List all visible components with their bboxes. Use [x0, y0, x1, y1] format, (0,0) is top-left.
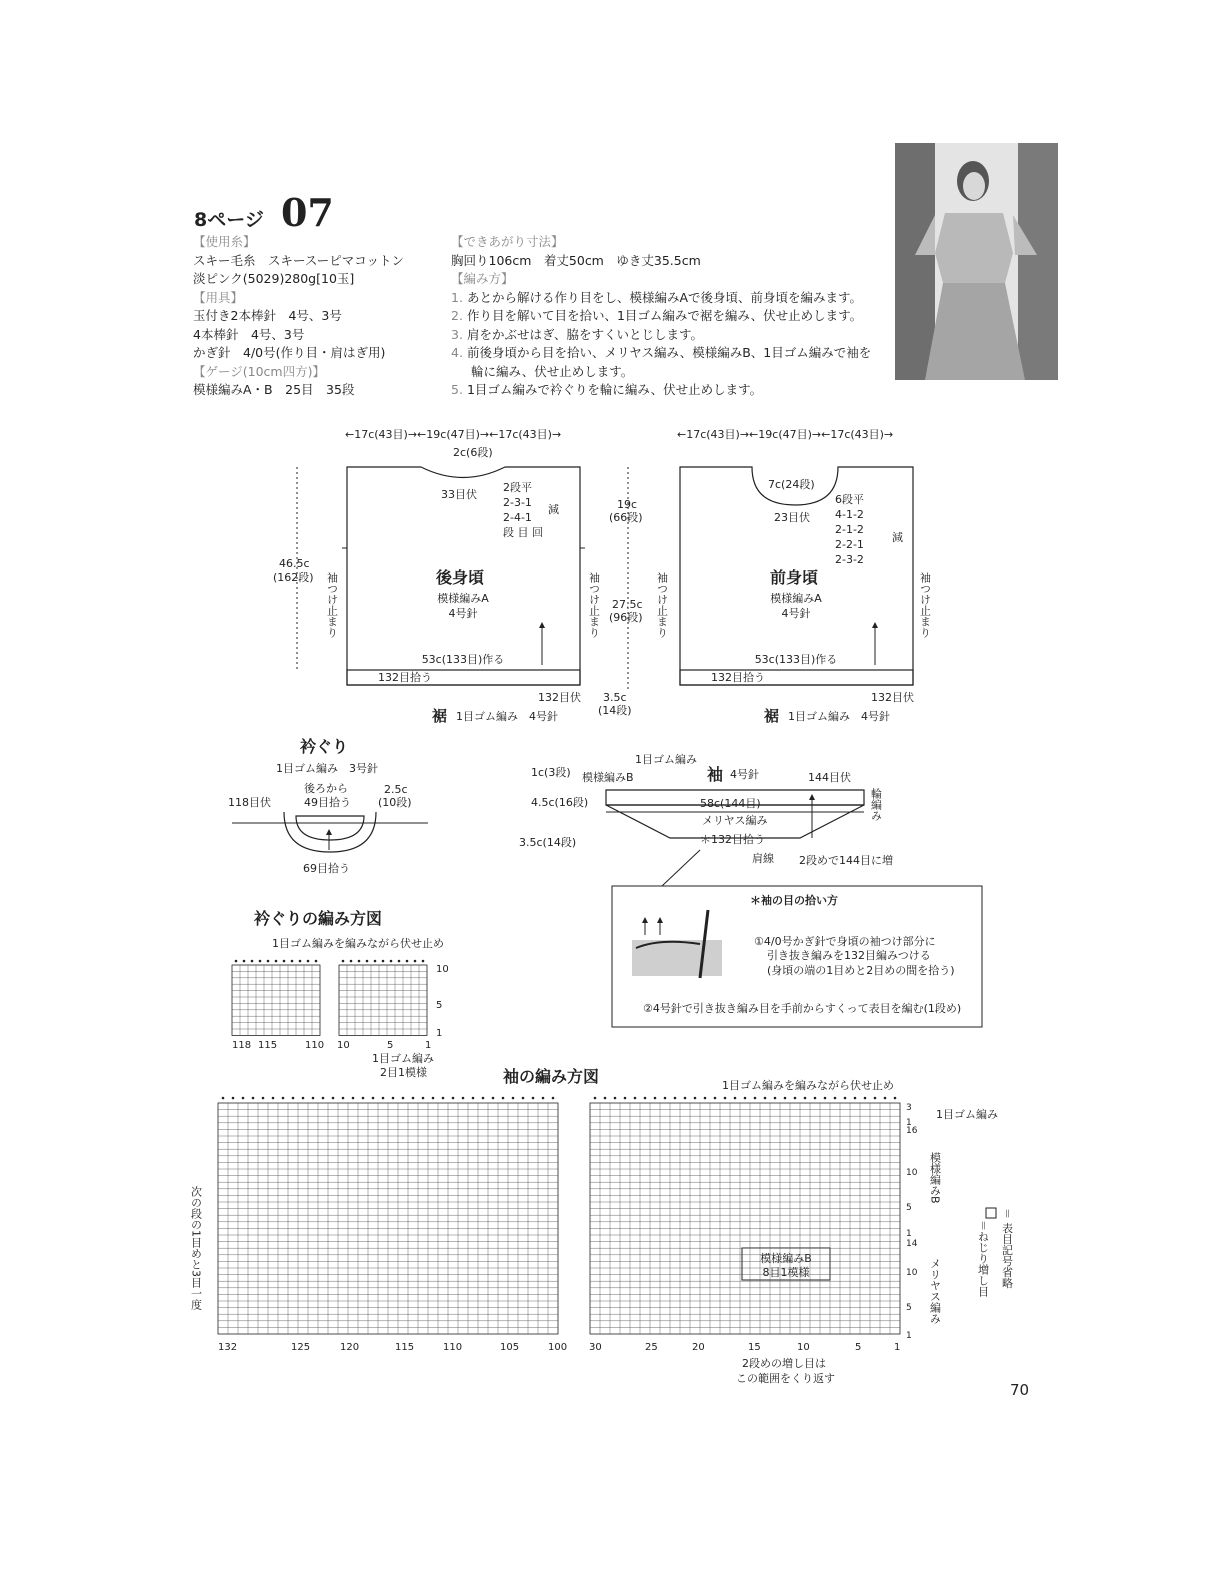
sleeve-chart-row-label: 3	[906, 1103, 912, 1113]
bind-off-dot	[794, 1097, 797, 1100]
step-number: 1.	[451, 289, 463, 305]
info_left-line: 玉付き2本棒針 4号、3号	[193, 308, 342, 323]
neck-chart-axis-label: 5	[387, 1040, 394, 1051]
svg-text:袖つけ止まり: 袖つけ止まり	[587, 572, 601, 638]
svg-text:132目伏: 132目伏	[538, 691, 581, 704]
svg-text:(14段): (14段)	[598, 704, 632, 717]
bind-off-dot	[774, 1097, 777, 1100]
svg-text:118目伏: 118目伏	[228, 796, 271, 809]
bind-off-dot	[282, 1097, 285, 1100]
sleeve-chart-axis-label: 10	[797, 1342, 810, 1353]
bind-off-dot	[532, 1097, 535, 1100]
svg-text:1目ゴム編み: 1目ゴム編み	[936, 1108, 998, 1121]
sleeve-chart-row-label: 1	[906, 1331, 912, 1341]
svg-text:裾: 裾	[432, 707, 448, 725]
bind-off-dot	[482, 1097, 485, 1100]
svg-text:69目拾う: 69目拾う	[303, 862, 350, 875]
neck-chart-row-label: 1	[436, 1028, 443, 1039]
info_left-line: 淡ピンク(5029)280g[10玉]	[193, 271, 355, 286]
sleeve-chart-grid-left	[218, 1103, 558, 1334]
svg-text:2-2-1: 2-2-1	[835, 538, 864, 551]
svg-text:＝ねじり増し目: ＝ねじり増し目	[976, 1220, 990, 1297]
bind-off-dot	[654, 1097, 657, 1100]
neckband-diagram	[228, 737, 428, 875]
sleeve-chart-axis-label: 15	[748, 1342, 761, 1353]
svg-text:2c(6段): 2c(6段)	[453, 446, 493, 459]
bind-off-dot	[522, 1097, 525, 1100]
bind-off-dot	[291, 960, 294, 963]
svg-text:1目ゴム編みを編みながら伏せ止め: 1目ゴム編みを編みながら伏せ止め	[722, 1079, 894, 1092]
svg-text:27.5c: 27.5c	[612, 598, 643, 611]
svg-text:袖つけ止まり: 袖つけ止まり	[918, 572, 932, 638]
bind-off-dot	[382, 960, 385, 963]
sleeve-chart-axis-label: 30	[589, 1342, 602, 1353]
neck-chart-axis-label: 118	[232, 1040, 252, 1051]
bind-off-dot	[358, 960, 361, 963]
bind-off-dot	[744, 1097, 747, 1100]
bind-off-dot	[714, 1097, 717, 1100]
sleeve-diagram	[519, 752, 893, 867]
svg-text:1目ゴム編み 4号針: 1目ゴム編み 4号針	[456, 710, 558, 723]
bind-off-dot	[542, 1097, 545, 1100]
svg-text:衿ぐり: 衿ぐり	[300, 737, 349, 756]
svg-text:2-3-1: 2-3-1	[503, 496, 532, 509]
bind-off-dot	[624, 1097, 627, 1100]
svg-text:＊132目拾う: ＊132目拾う	[700, 833, 765, 846]
neck-chart-axis-label: 10	[337, 1040, 350, 1051]
svg-text:模様編みA: 模様編みA	[770, 592, 822, 605]
bind-off-dot	[390, 960, 393, 963]
svg-text:49目拾う: 49目拾う	[304, 796, 351, 809]
bind-off-dot	[307, 960, 310, 963]
bind-off-dot	[315, 960, 318, 963]
sleeve-chart-row-label: 10	[906, 1268, 918, 1278]
bind-off-dot	[492, 1097, 495, 1100]
bind-off-dot	[804, 1097, 807, 1100]
svg-text:19c: 19c	[617, 498, 638, 511]
svg-text:模様編みB: 模様編みB	[582, 771, 634, 784]
svg-text:袖の編み方図: 袖の編み方図	[503, 1067, 600, 1086]
svg-text:2-3-2: 2-3-2	[835, 553, 864, 566]
front-body-diagram	[656, 428, 932, 725]
sleeve-chart-row-label: 5	[906, 1303, 912, 1313]
svg-text:減: 減	[548, 503, 559, 516]
bind-off-dot	[894, 1097, 897, 1100]
sleeve-chart-axis-label: 20	[692, 1342, 705, 1353]
bind-off-dot	[684, 1097, 687, 1100]
svg-text:メリヤス編み: メリヤス編み	[928, 1258, 942, 1324]
bind-off-dot	[644, 1097, 647, 1100]
svg-text:この範囲をくり返す: この範囲をくり返す	[736, 1372, 835, 1385]
svg-text:後ろから: 後ろから	[304, 782, 348, 795]
bind-off-dot	[442, 1097, 445, 1100]
svg-text:②4号針で引き抜き編み目を手前からすくって表目を編む(1段め: ②4号針で引き抜き編み目を手前からすくって表目を編む(1段め)	[643, 1002, 962, 1015]
bind-off-dot	[422, 960, 425, 963]
svg-text:132目拾う: 132目拾う	[711, 671, 765, 684]
step-text: 前後身頃から目を拾い、メリヤス編み、模様編みB、1目ゴム編みで袖を	[466, 345, 872, 360]
svg-text:2段平: 2段平	[503, 481, 532, 494]
svg-text:4-1-2: 4-1-2	[835, 508, 864, 521]
bind-off-dot	[432, 1097, 435, 1100]
bind-off-dot	[332, 1097, 335, 1100]
svg-text:132目拾う: 132目拾う	[378, 671, 432, 684]
bind-off-dot	[232, 1097, 235, 1100]
bind-off-dot	[452, 1097, 455, 1100]
svg-text:1目ゴム編みを編みながら伏せ止め: 1目ゴム編みを編みながら伏せ止め	[272, 937, 444, 950]
neck-chart-row-label: 10	[436, 964, 449, 975]
bind-off-dot	[884, 1097, 887, 1100]
pickup-method-box	[612, 850, 982, 1027]
svg-text:(162段): (162段)	[273, 571, 314, 584]
back-body-diagram	[273, 428, 601, 725]
sleeve-chart-row-label: 5	[906, 1203, 912, 1213]
svg-text:衿ぐりの編み方図: 衿ぐりの編み方図	[254, 909, 383, 928]
svg-text:144目伏: 144目伏	[808, 771, 851, 784]
bind-off-dot	[259, 960, 262, 963]
bind-off-dot	[342, 1097, 345, 1100]
bind-off-dot	[844, 1097, 847, 1100]
sleeve-chart-axis-label: 132	[218, 1342, 238, 1353]
bind-off-dot	[472, 1097, 475, 1100]
bind-off-dot	[283, 960, 286, 963]
neck-chart-grid-left	[232, 965, 320, 1035]
svg-text:2.5c: 2.5c	[384, 783, 408, 796]
info_left-line: 【用具】	[193, 289, 244, 305]
bind-off-dot	[272, 1097, 275, 1100]
neck-chart-row-label: 5	[436, 1000, 443, 1011]
svg-text:2-1-2: 2-1-2	[835, 523, 864, 536]
svg-text:7c(24段): 7c(24段)	[768, 478, 815, 491]
bind-off-dot	[834, 1097, 837, 1100]
svg-text:(身頃の端の1目めと2目めの間を拾う): (身頃の端の1目めと2目めの間を拾う)	[767, 964, 955, 977]
step-text: 肩をかぶせはぎ、脇をすくいとじします。	[466, 326, 703, 342]
neck-chart-grid-right	[339, 965, 427, 1035]
sleeve-chart-axis-label: 105	[500, 1342, 520, 1353]
bind-off-dot	[406, 960, 409, 963]
bind-off-dot	[392, 1097, 395, 1100]
neck-chart-repeat: 1目ゴム編み	[372, 1052, 434, 1065]
info_left-line: 【使用糸】	[193, 234, 256, 249]
info_right_head-line: 【できあがり寸法】	[451, 234, 564, 249]
svg-text:＝ 表目記号省略: ＝ 表目記号省略	[1000, 1208, 1014, 1289]
bind-off-dot	[694, 1097, 697, 1100]
bind-off-dot	[362, 1097, 365, 1100]
info_right_head-line: 【編み方】	[451, 271, 514, 286]
svg-text:輪編み: 輪編み	[869, 788, 883, 821]
step-text: 作り目を解いて目を拾い、1目ゴム編みで裾を編み、伏せ止めします。	[466, 308, 863, 323]
svg-text:①4/0号かぎ針で身頃の袖つけ部分に: ①4/0号かぎ針で身頃の袖つけ部分に	[754, 935, 936, 948]
svg-text:3.5c(14段): 3.5c(14段)	[519, 836, 577, 849]
back-top-dims: ←17c(43目)→←19c(47目)→←17c(43目)→	[345, 428, 562, 441]
bind-off-dot	[251, 960, 254, 963]
bind-off-dot	[864, 1097, 867, 1100]
pattern-number: 07	[280, 190, 334, 235]
bind-off-dot	[252, 1097, 255, 1100]
svg-text:53c(133目)作る: 53c(133目)作る	[754, 653, 838, 666]
svg-text:次の段の1目めと3目一度: 次の段の1目めと3目一度	[189, 1186, 203, 1310]
svg-text:袖: 袖	[707, 765, 724, 784]
sleeve-chart-axis-label: 1	[894, 1342, 901, 1353]
sleeve-chart	[190, 1067, 1014, 1385]
svg-text:6段平: 6段平	[835, 493, 864, 506]
sleeve-chart-axis-label: 110	[443, 1342, 463, 1353]
svg-text:8目1模様: 8目1模様	[762, 1266, 810, 1279]
info_left-line: スキー毛糸 スキースーピマコットン	[193, 252, 405, 268]
neck-chart	[232, 909, 449, 1079]
bind-off-dot	[614, 1097, 617, 1100]
info_right_head-line: 胸回り106cm 着丈50cm ゆき丈35.5cm	[451, 252, 701, 268]
svg-text:58c(144目): 58c(144目)	[700, 797, 761, 810]
bind-off-dot	[814, 1097, 817, 1100]
bind-off-dot	[382, 1097, 385, 1100]
info_left-line: 【ゲージ(10cm四方)】	[193, 363, 325, 379]
info_left-line: かぎ針 4/0号(作り目・肩はぎ用)	[193, 345, 386, 360]
svg-text:模様編みB: 模様編みB	[760, 1252, 812, 1265]
bind-off-dot	[604, 1097, 607, 1100]
bind-off-dot	[312, 1097, 315, 1100]
page-ref: 8ページ	[194, 209, 264, 231]
page-number: 70	[1010, 1381, 1030, 1399]
svg-text:46.5c: 46.5c	[279, 557, 310, 570]
sleeve-chart-row-label: 1	[906, 1229, 912, 1239]
svg-text:33目伏: 33目伏	[441, 488, 477, 501]
bind-off-dot	[462, 1097, 465, 1100]
step-number: 2.	[451, 308, 463, 323]
bind-off-dot	[372, 1097, 375, 1100]
svg-text:1c(3段): 1c(3段)	[531, 766, 571, 779]
bind-off-dot	[262, 1097, 265, 1100]
step-text: 輪に編み、伏せ止めします。	[471, 363, 634, 379]
svg-text:模様編みA: 模様編みA	[437, 592, 489, 605]
bind-off-dot	[854, 1097, 857, 1100]
svg-text:2段めで144目に増: 2段めで144目に増	[799, 854, 893, 867]
sleeve-chart-axis-label: 115	[395, 1342, 415, 1353]
bind-off-dot	[322, 1097, 325, 1100]
sleeve-chart-row-label: 14	[906, 1239, 918, 1249]
bind-off-dot	[350, 960, 353, 963]
svg-text:肩線: 肩線	[752, 852, 774, 865]
svg-text:4号針: 4号針	[448, 607, 478, 620]
svg-text:(96段): (96段)	[609, 611, 643, 624]
sleeve-chart-axis-label: 125	[291, 1342, 311, 1353]
bind-off-dot	[342, 960, 345, 963]
bind-off-dot	[374, 960, 377, 963]
bind-off-dot	[352, 1097, 355, 1100]
svg-text:4.5c(16段): 4.5c(16段)	[531, 796, 589, 809]
bind-off-dot	[242, 1097, 245, 1100]
svg-text:段 目 回: 段 目 回	[503, 526, 543, 539]
bind-off-dot	[724, 1097, 727, 1100]
svg-text:引き抜き編みを132目編みつける: 引き抜き編みを132目編みつける	[767, 949, 931, 962]
sleeve-chart-axis-label: 120	[340, 1342, 360, 1353]
bind-off-dot	[512, 1097, 515, 1100]
svg-text:53c(133目)作る: 53c(133目)作る	[421, 653, 505, 666]
sleeve-chart-axis-label: 25	[645, 1342, 658, 1353]
svg-text:3.5c: 3.5c	[603, 691, 627, 704]
sleeve-chart-row-label: 10	[906, 1168, 918, 1178]
bind-off-dot	[874, 1097, 877, 1100]
bind-off-dot	[302, 1097, 305, 1100]
bind-off-dot	[243, 960, 246, 963]
bind-off-dot	[235, 960, 238, 963]
svg-text:袖つけ止まり: 袖つけ止まり	[325, 572, 339, 638]
bind-off-dot	[594, 1097, 597, 1100]
sleeve-chart-row-label: 16	[906, 1126, 918, 1136]
svg-text:4号針: 4号針	[781, 607, 811, 620]
bind-off-dot	[502, 1097, 505, 1100]
bind-off-dot	[299, 960, 302, 963]
info_left-line: 4本棒針 4号、3号	[193, 326, 305, 342]
front-top-dims: ←17c(43目)→←19c(47目)→←17c(43目)→	[677, 428, 894, 441]
bind-off-dot	[275, 960, 278, 963]
bind-off-dot	[222, 1097, 225, 1100]
front-title: 前身頃	[769, 568, 819, 587]
bind-off-dot	[824, 1097, 827, 1100]
bind-off-dot	[552, 1097, 555, 1100]
svg-text:(10段): (10段)	[378, 796, 412, 809]
svg-text:袖つけ止まり: 袖つけ止まり	[655, 572, 669, 638]
svg-text:メリヤス編み: メリヤス編み	[702, 814, 768, 827]
bind-off-dot	[398, 960, 401, 963]
svg-text:2-4-1: 2-4-1	[503, 511, 532, 524]
neck-chart-axis-label: 110	[305, 1040, 325, 1051]
step-text: あとから解ける作り目をし、模様編みAで後身頃、前身頃を編みます。	[466, 289, 862, 305]
svg-text:(66段): (66段)	[609, 511, 643, 524]
bind-off-dot	[634, 1097, 637, 1100]
bind-off-dot	[704, 1097, 707, 1100]
back-title: 後身頃	[435, 568, 485, 587]
bind-off-dot	[764, 1097, 767, 1100]
bind-off-dot	[412, 1097, 415, 1100]
svg-text:裾: 裾	[764, 707, 780, 725]
bind-off-dot	[292, 1097, 295, 1100]
step-number: 5.	[451, 382, 463, 397]
svg-text:132目伏: 132目伏	[871, 691, 914, 704]
bind-off-dot	[366, 960, 369, 963]
step-number: 3.	[451, 326, 463, 342]
sleeve-chart-grid-right	[590, 1103, 900, 1334]
bind-off-dot	[734, 1097, 737, 1100]
sleeve-chart-axis-label: 100	[548, 1342, 568, 1353]
svg-text:1目ゴム編み 4号針: 1目ゴム編み 4号針	[788, 710, 890, 723]
bind-off-dot	[674, 1097, 677, 1100]
svg-text:＊袖の目の拾い方: ＊袖の目の拾い方	[750, 894, 838, 907]
bind-off-dot	[664, 1097, 667, 1100]
svg-text:1目ゴム編み 3号針: 1目ゴム編み 3号針	[276, 762, 378, 775]
svg-text:減: 減	[892, 531, 903, 544]
bind-off-dot	[267, 960, 270, 963]
svg-text:23目伏: 23目伏	[774, 511, 810, 524]
sleeve-chart-row-label: 1	[906, 1118, 912, 1128]
sleeve-chart-axis-label: 5	[855, 1342, 862, 1353]
svg-text:2段めの増し目は: 2段めの増し目は	[742, 1357, 826, 1370]
bind-off-dot	[422, 1097, 425, 1100]
bind-off-dot	[784, 1097, 787, 1100]
neck-chart-repeat: 2目1模様	[380, 1066, 427, 1079]
bind-off-dot	[754, 1097, 757, 1100]
svg-text:模様編みB: 模様編みB	[928, 1152, 942, 1204]
svg-text:4号針: 4号針	[730, 768, 759, 781]
step-text: 1目ゴム編みで衿ぐりを輪に編み、伏せ止めします。	[466, 382, 763, 397]
bind-off-dot	[402, 1097, 405, 1100]
body-height-dims	[598, 467, 643, 717]
neck-chart-axis-label: 115	[258, 1040, 278, 1051]
svg-text:1目ゴム編み: 1目ゴム編み	[635, 753, 697, 766]
step-number: 4.	[451, 345, 463, 360]
bind-off-dot	[414, 960, 417, 963]
neck-chart-axis-label: 1	[425, 1040, 432, 1051]
info_left-line: 模様編みA・B 25目 35段	[193, 382, 355, 397]
